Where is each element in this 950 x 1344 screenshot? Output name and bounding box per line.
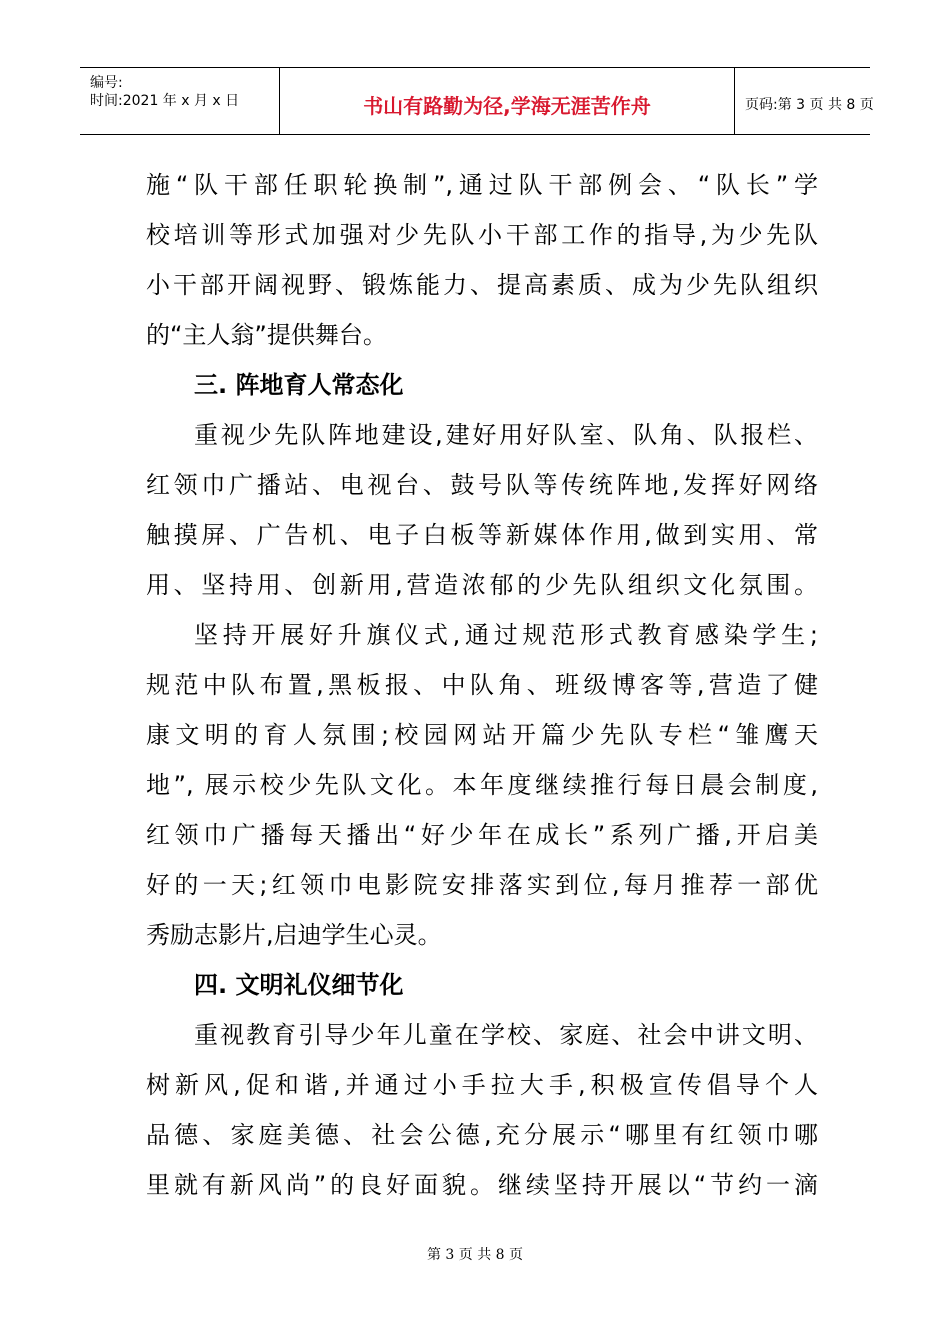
paragraph-line: 红领巾广播每天播出“好少年在成长”系列广播,开启美 bbox=[146, 821, 818, 849]
section-heading: 四. 文明礼仪细节化 bbox=[194, 971, 404, 999]
paragraph-line: 用、坚持用、创新用,营造浓郁的少先队组织文化氛围。 bbox=[146, 571, 818, 599]
paragraph-line: 地”, 展示校少先队文化。本年度继续推行每日晨会制度, bbox=[146, 771, 818, 799]
page-footer: 第 3 页 共 8 页 bbox=[426, 1247, 524, 1263]
paragraph-line: 的“主人翁”提供舞台。 bbox=[146, 321, 387, 349]
paragraph-line: 品德、家庭美德、社会公德,充分展示“哪里有红领巾哪 bbox=[146, 1121, 818, 1149]
paragraph-line: 重视少先队阵地建设,建好用好队室、队角、队报栏、 bbox=[194, 421, 818, 449]
section-heading: 三. 阵地育人常态化 bbox=[194, 371, 404, 399]
page-header bbox=[80, 67, 874, 135]
header-page-info: 页码:第 3 页 共 8 页 bbox=[745, 97, 874, 113]
paragraph-line: 坚持开展好升旗仪式,通过规范形式教育感染学生; bbox=[194, 621, 818, 649]
header-motto: 书山有路勤为径,学海无涯苦作舟 bbox=[280, 68, 735, 134]
paragraph-line: 秀励志影片,启迪学生心灵。 bbox=[146, 921, 442, 949]
paragraph-line: 规范中队布置,黑板报、中队角、班级博客等,营造了健 bbox=[146, 671, 818, 699]
paragraph-line: 树新风,促和谐,并通过小手拉大手,积极宣传倡导个人 bbox=[146, 1071, 818, 1099]
document-number-label: 编号: bbox=[90, 75, 123, 91]
paragraph-line: 红领巾广播站、电视台、鼓号队等传统阵地,发挥好网络 bbox=[146, 471, 818, 499]
paragraph-line: 触摸屏、广告机、电子白板等新媒体作用,做到实用、常 bbox=[146, 521, 818, 549]
paragraph-line: 好的一天;红领巾电影院安排落实到位,每月推荐一部优 bbox=[146, 871, 818, 899]
paragraph-line: 小干部开阔视野、锻炼能力、提高素质、成为少先队组织 bbox=[146, 271, 818, 299]
paragraph-line: 校培训等形式加强对少先队小干部工作的指导,为少先队 bbox=[146, 221, 818, 249]
paragraph-line: 重视教育引导少年儿童在学校、家庭、社会中讲文明、 bbox=[194, 1021, 818, 1049]
document-date: 时间:2021 年 x 月 x 日 bbox=[90, 93, 240, 109]
header-meta bbox=[80, 68, 280, 134]
paragraph-line: 康文明的育人氛围;校园网站开篇少先队专栏“雏鹰天 bbox=[146, 721, 818, 749]
document-body bbox=[146, 160, 818, 1210]
paragraph-line: 里就有新风尚”的良好面貌。继续坚持开展以“节约一滴 bbox=[146, 1171, 818, 1199]
paragraph-line: 施“队干部任职轮换制”,通过队干部例会、“队长”学 bbox=[146, 171, 818, 199]
